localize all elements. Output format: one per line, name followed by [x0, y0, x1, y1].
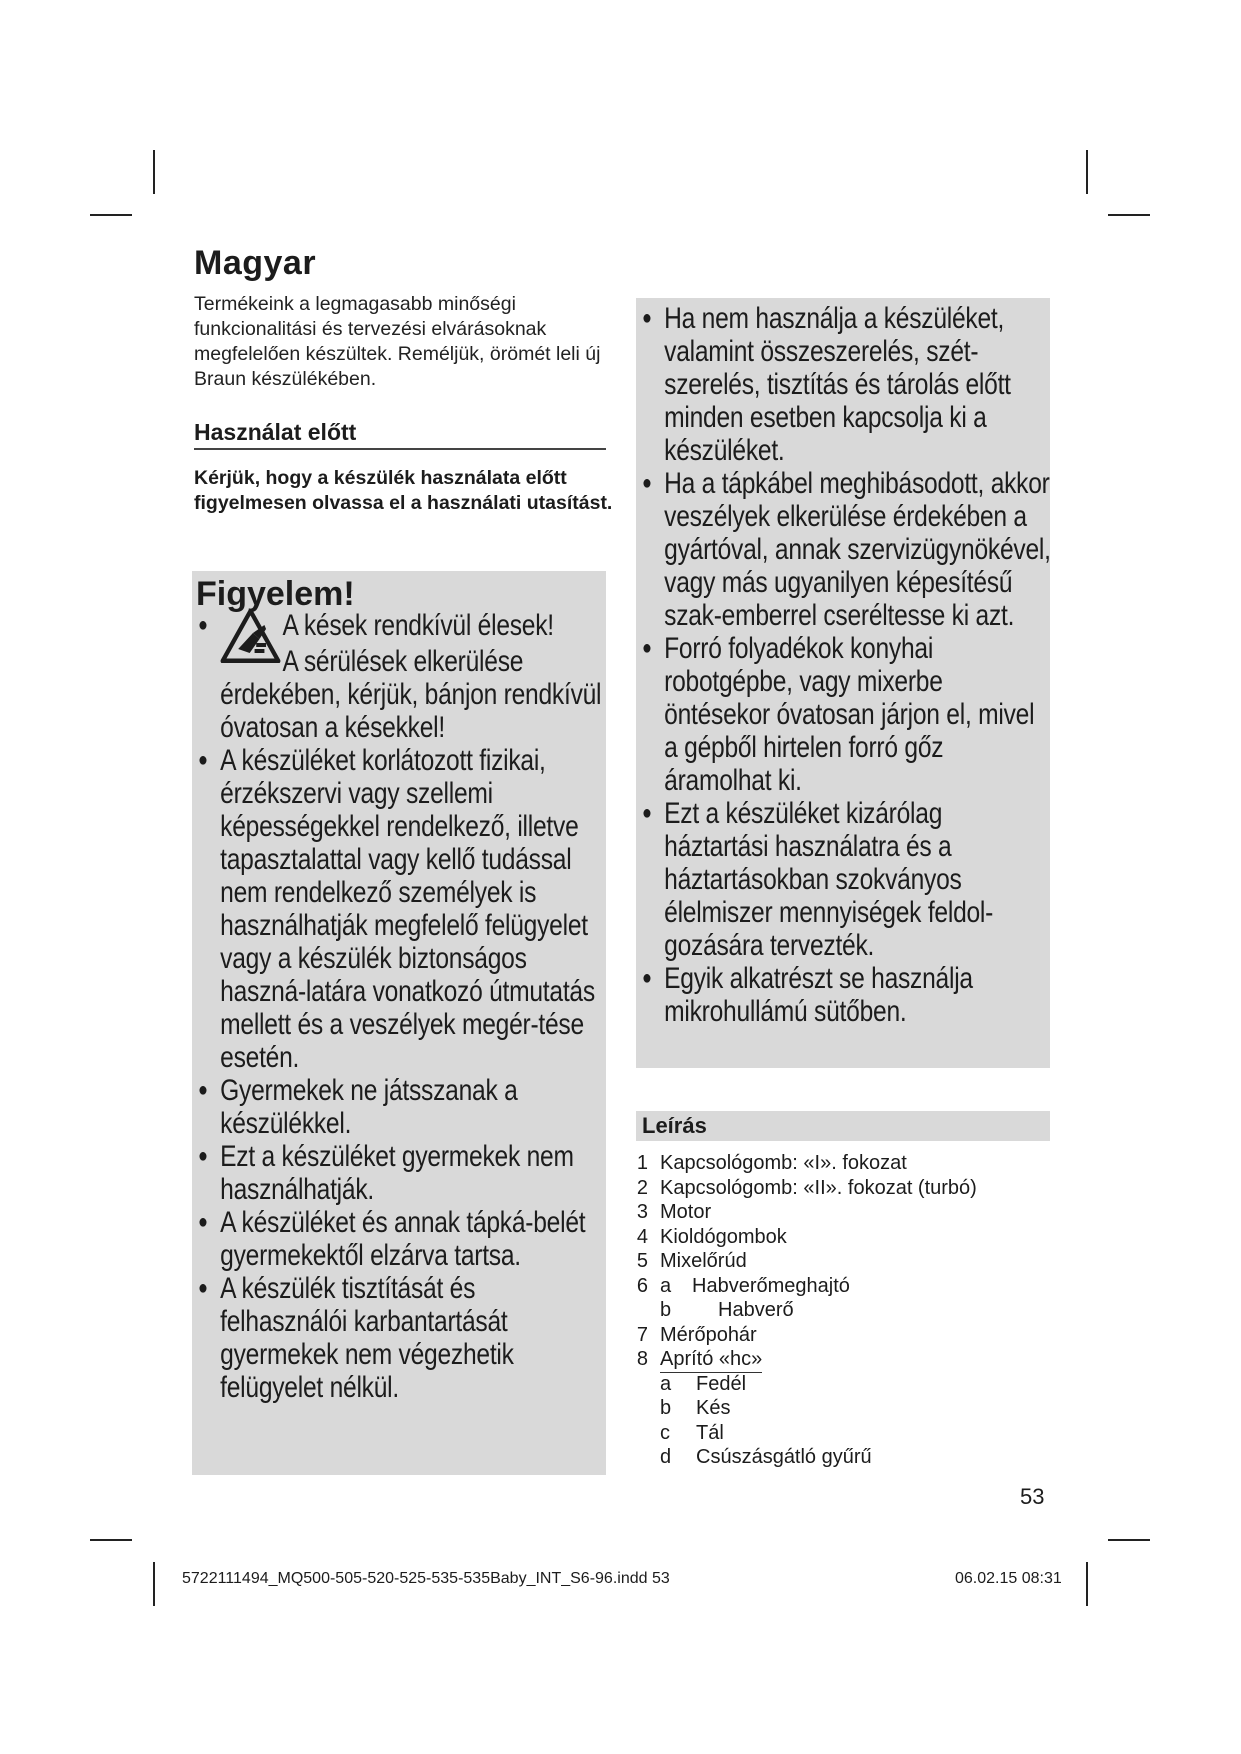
list-item: c Tál: [660, 1421, 724, 1444]
knife-warning-rest: érdekében, kérjük, bánjon rendkívül óvatosan a késekkel!: [220, 678, 602, 744]
warning-box-continued: [636, 298, 1050, 1068]
warning-box: [192, 571, 606, 1475]
list-item: ● Egyik alkatrészt se használja mikrohullámú sütőben.: [642, 962, 1052, 1028]
crop-mark: [90, 214, 132, 216]
list-item: ● Gyermekek ne játsszanak a készülékkel.: [198, 1074, 608, 1140]
crop-mark: [1108, 1539, 1150, 1541]
list-item: ● A készüléket és annak tápká-belét gyermekektől elzárva tartsa.: [198, 1206, 608, 1272]
list-item: a Fedél: [660, 1372, 747, 1395]
parts-list: [632, 1151, 1072, 1470]
knife-warning-line1: A kések rendkívül élesek!: [282, 609, 554, 642]
page-title: Magyar: [194, 244, 317, 282]
description-heading-bar: [636, 1111, 1050, 1141]
list-item: ● Ezt a készüléket gyermekek nem használhatják.: [198, 1140, 608, 1206]
crop-mark: [1086, 1562, 1088, 1606]
description-heading: Leírás: [642, 1113, 707, 1138]
list-item: b Habverő: [660, 1299, 794, 1321]
page-number: 53: [1020, 1484, 1045, 1509]
crop-mark: [1086, 150, 1088, 194]
crop-mark: [90, 1539, 132, 1541]
footer-date: 06.02.15 08:31: [955, 1570, 1062, 1587]
list-item: 5 Mixelőrúd: [636, 1250, 747, 1272]
list-item: 6 a Habverőmeghajtó: [636, 1274, 850, 1297]
list-item: ● Ha nem használja a készüléket, valamint összeszerelés, szét-szerelés, tisztítás és tárolás előtt minden esetben kapcsolja ki a készüléket.: [642, 302, 1052, 467]
warning-heading: Figyelem!: [196, 575, 355, 613]
list-item: d Csúszásgátló gyűrű: [660, 1446, 872, 1468]
footer-filename: 5722111494_MQ500-505-520-525-535-535Baby_INT_S6-96.indd 53: [182, 1570, 670, 1587]
intro-paragraph: Termékeink a legmagasabb minőségi funkcionalitási és tervezési elvárásoknak megfelelően készültek. Reméljük, örömét leli új Braun készülékében.: [194, 293, 601, 390]
list-item: ● Forró folyadékok konyhai robotgépbe, vagy mixerbe öntésekor óvatosan járjon el, mivel a gépből hirtelen forró gőz áramolhat ki.: [642, 632, 1052, 797]
list-item: 8 Aprító «hc»: [632, 1347, 1072, 1372]
section-heading-before-use: Használat előtt: [194, 419, 606, 450]
crop-mark: [153, 150, 155, 194]
list-item: 3 Motor: [636, 1201, 712, 1223]
list-item: ● A készülék tisztítását és felhasználói karbantartását gyermekek nem végezhetik felügyelet nélkül.: [198, 1272, 608, 1404]
list-item: ● Ezt a készüléket kizárólag háztartási használatra és a háztartásokban szokványos élelmiszer mennyiségek feldol-gozására tervezték.: [642, 797, 1052, 962]
list-item: 1 Kapcsológomb: «I». fokozat: [636, 1152, 907, 1174]
list-item: b Kés: [660, 1397, 731, 1419]
crop-mark: [153, 1562, 155, 1606]
list-item: 7 Mérőpohár: [636, 1323, 757, 1346]
warning-list-continued: [642, 302, 1052, 1028]
list-item: [198, 609, 608, 744]
knife-warning-line2: A sérülések elkerülése: [282, 645, 524, 678]
list-item: ● A készüléket korlátozott fizikai, érzékszervi vagy szellemi képességekkel rendelkező, illetve tapasztalattal vagy kellő tudással nem rendelkező személyek is használhatják megfelelő felügyelet vagy a készülék biztonságos haszná-latára vonatkozó útmutatás mellett és a veszélyek megér-tése esetén.: [198, 744, 608, 1074]
list-item: 2 Kapcsológomb: «II». fokozat (turbó): [636, 1176, 977, 1199]
warning-list: [198, 609, 608, 1404]
before-use-text: Kérjük, hogy a készülék használata előtt figyelmesen olvassa el a használati utasítást.: [194, 467, 613, 514]
crop-mark: [1108, 214, 1150, 216]
list-item: ● Ha a tápkábel meghibásodott, akkor veszélyek elkerülése érdekében a gyártóval, annak szervizügynökével, vagy más ugyanilyen képesítésű szak-emberrel cseréltesse ki azt.: [642, 467, 1052, 632]
list-item: 4 Kioldógombok: [636, 1225, 787, 1248]
